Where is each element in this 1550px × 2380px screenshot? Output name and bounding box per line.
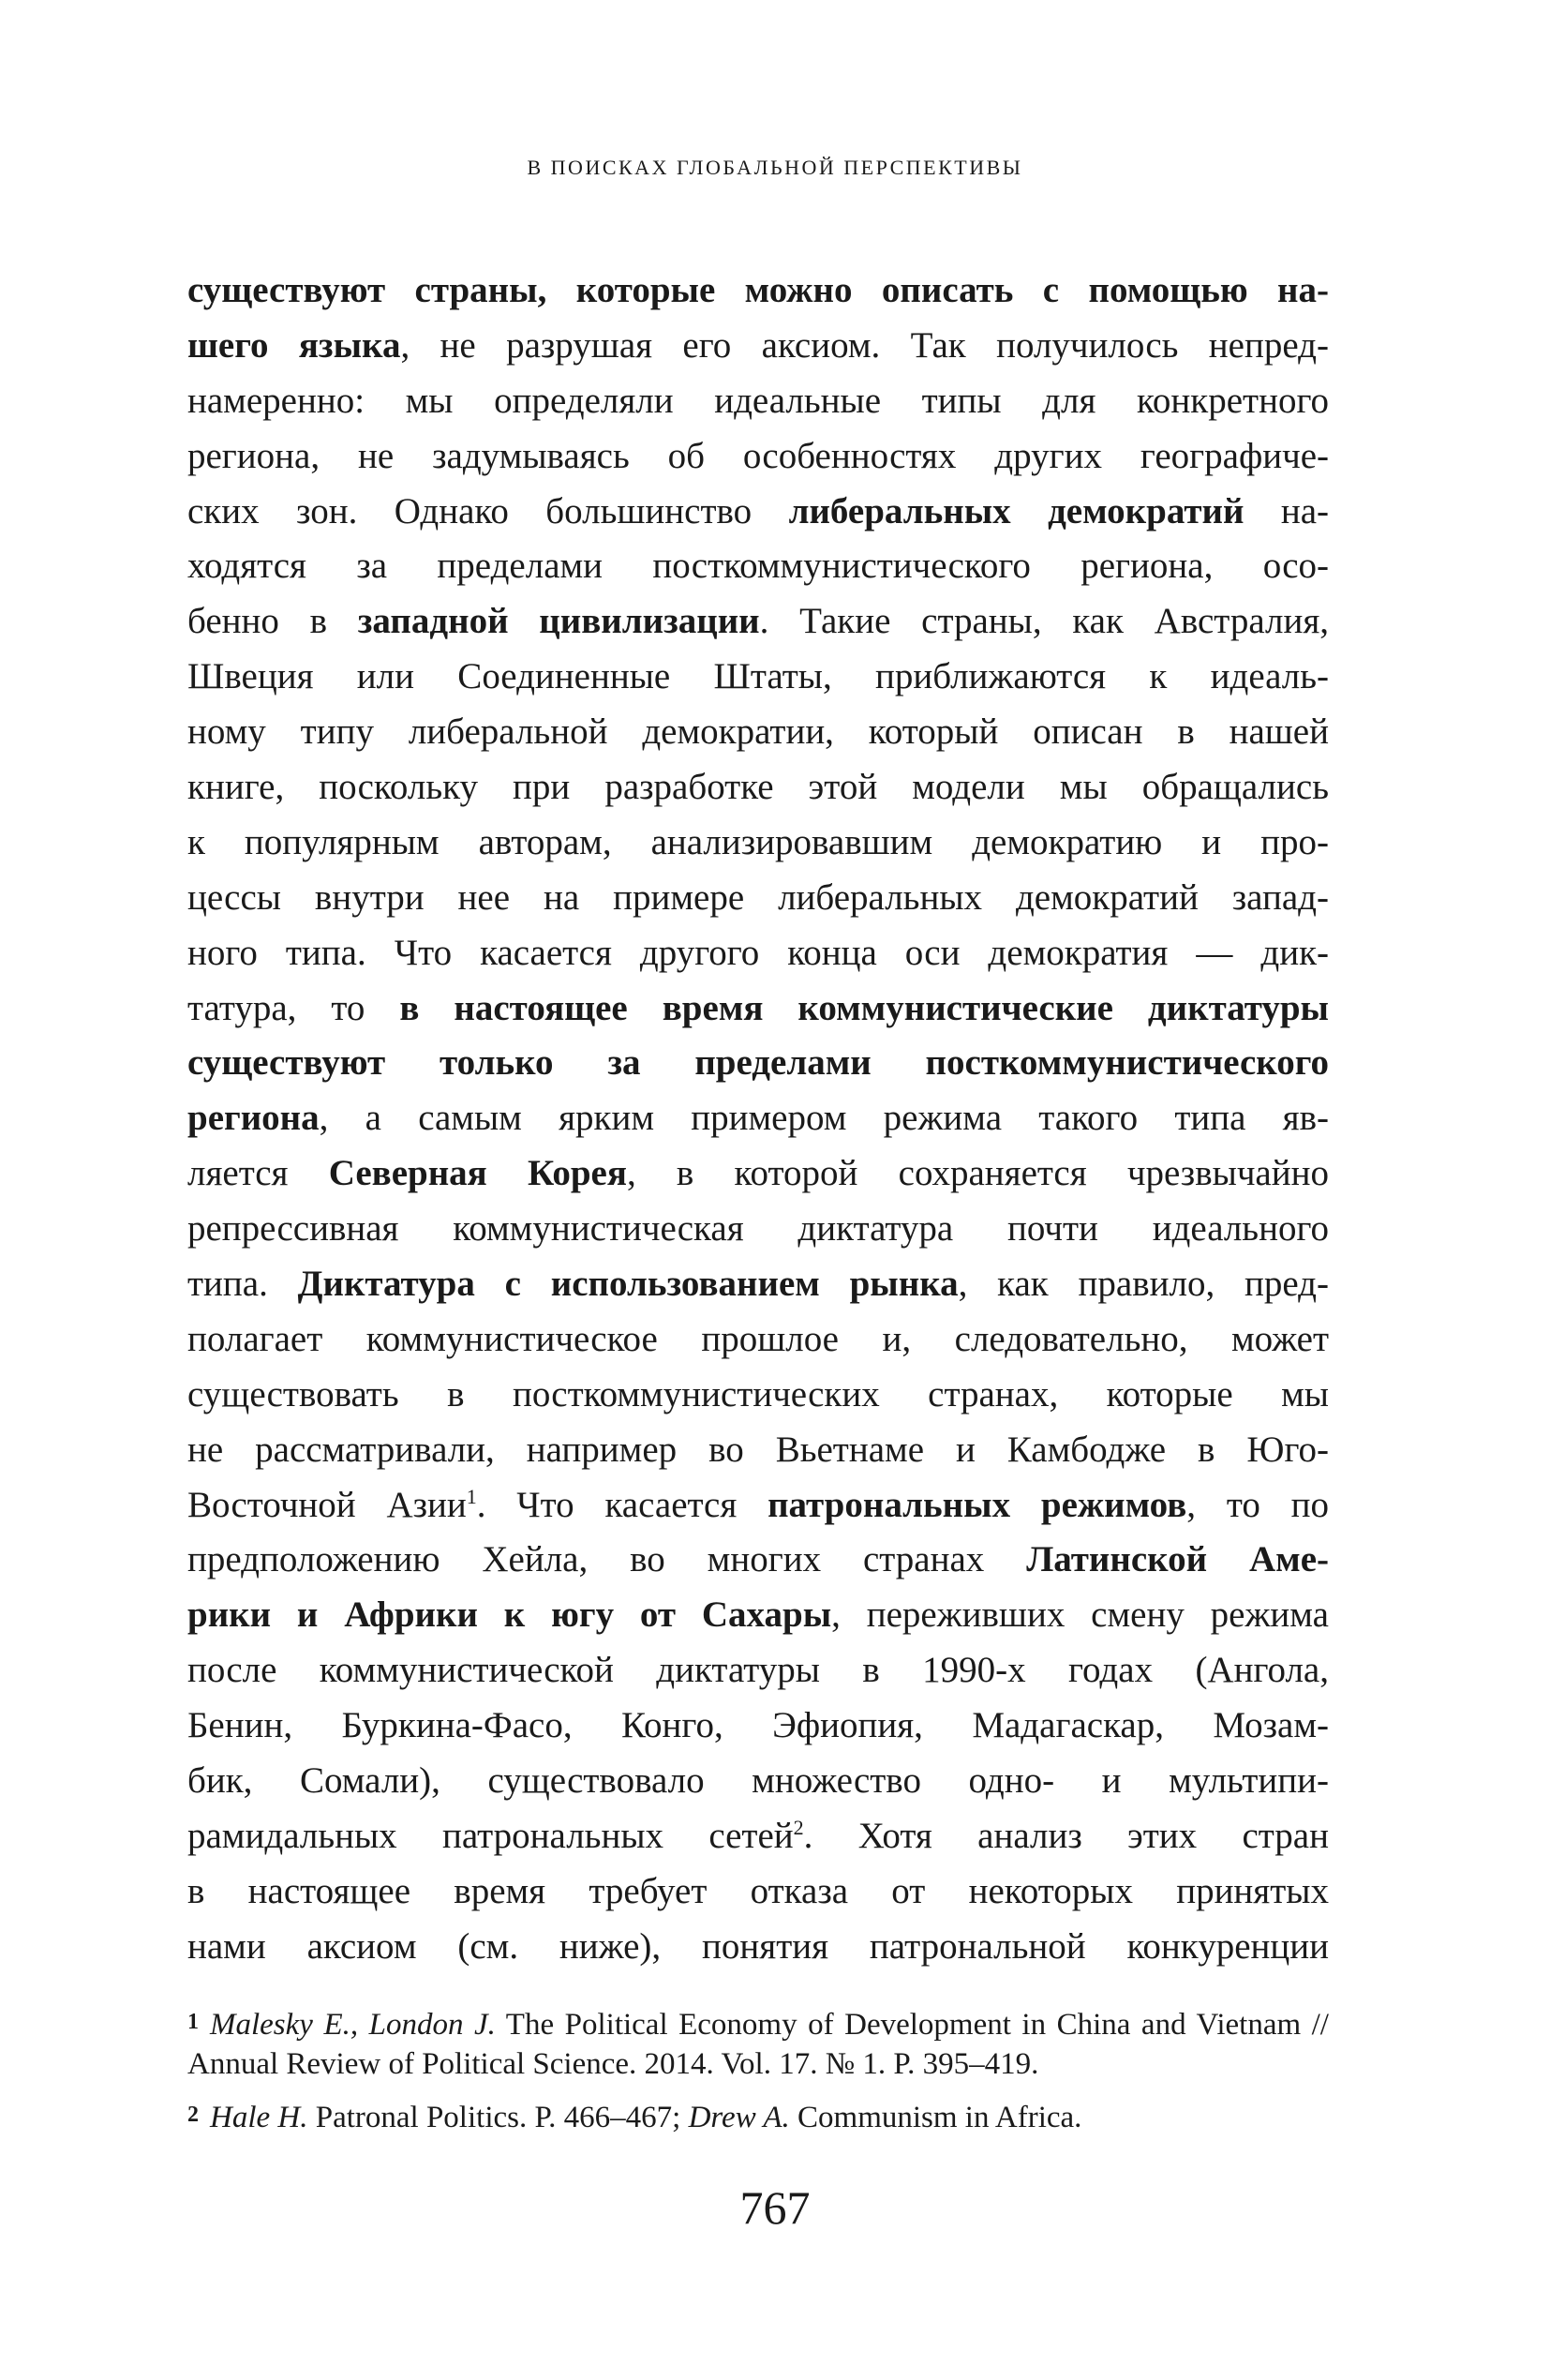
text-segment: Бенин, Буркина-Фасо, Конго, Эфиопия, Мадагаскар, Мозам-	[187, 1705, 1329, 1746]
text-line	[187, 1091, 1329, 1146]
citation-text: Communism in Africa.	[789, 2101, 1082, 2134]
footnote-number: 1	[187, 2010, 199, 2034]
text-segment: типа.	[187, 1264, 298, 1305]
bold-text: шего языка	[187, 324, 401, 366]
text-line	[187, 1368, 1329, 1423]
text-line	[187, 319, 1329, 374]
text-segment: ходятся за пределами посткоммунистического региона, осо-	[187, 546, 1329, 587]
text-segment: к популярным авторам, анализировавшим демократию и про-	[187, 821, 1329, 862]
author-name: Drew A.	[688, 2101, 790, 2134]
text-segment: ному типу либеральной демократии, который описан в нашей	[187, 711, 1329, 753]
text-segment: , то по	[1186, 1484, 1329, 1525]
footnote-ref[interactable]: 2	[793, 1815, 804, 1839]
text-segment: , в которой сохраняется чрезвычайно	[626, 1153, 1329, 1194]
bold-text: рики и Африки к югу от Сахары	[187, 1594, 832, 1636]
text-line	[187, 1643, 1329, 1699]
citation-text: The Political Economy of Development in China and Vietnam // Annual Review of Political Science. 2014. Vol. 17. № 1. P. 395–419.	[187, 2008, 1329, 2081]
text-segment: татура, то	[187, 987, 400, 1028]
text-line	[187, 1588, 1329, 1643]
text-line	[187, 594, 1329, 650]
bold-text: региона	[187, 1098, 320, 1139]
text-line	[187, 429, 1329, 485]
text-segment: в настоящее время требует отказа от некоторых принятых	[187, 1870, 1329, 1911]
text-line	[187, 650, 1329, 705]
text-line	[187, 1754, 1329, 1809]
text-line	[187, 263, 1329, 319]
text-segment: . Хотя анализ этих стран	[803, 1815, 1329, 1856]
text-line	[187, 485, 1329, 540]
author-name: Malesky E., London J.	[210, 2008, 496, 2042]
text-line	[187, 1423, 1329, 1478]
text-segment: бенно в	[187, 601, 358, 642]
text-segment: книге, поскольку при разработке этой модели мы обращались	[187, 767, 1329, 808]
citation-text: Patronal Politics. P. 466–467;	[307, 2101, 689, 2134]
text-line	[187, 1809, 1329, 1864]
bold-text: патрональных режимов	[768, 1484, 1187, 1525]
text-segment: ских зон. Однако большинство	[187, 490, 789, 531]
bold-text: либеральных демократий	[788, 490, 1244, 531]
bold-text: в настоящее время коммунистические диктатуры	[399, 987, 1329, 1028]
text-segment: репрессивная коммунистическая диктатура почти идеального	[187, 1208, 1329, 1250]
bold-text: Латинской Аме-	[1026, 1539, 1329, 1580]
text-line	[187, 705, 1329, 760]
text-segment: ляется	[187, 1153, 329, 1194]
footnote-number: 2	[187, 2103, 199, 2127]
text-line	[187, 1312, 1329, 1368]
text-segment: Восточной Азии	[187, 1484, 467, 1525]
text-line	[187, 1478, 1329, 1534]
text-segment: существовать в посткоммунистических странах, которые мы	[187, 1373, 1329, 1415]
bold-text: существуют только за пределами посткоммунистического	[187, 1042, 1329, 1084]
bold-text: Диктатура с использованием рынка	[297, 1264, 959, 1305]
text-segment: , а самым ярким примером режима такого типа яв-	[319, 1098, 1329, 1139]
text-segment: на-	[1244, 490, 1329, 531]
text-segment: после коммунистической диктатуры в 1990-х годах (Ангола,	[187, 1650, 1329, 1691]
text-segment: . Что касается	[476, 1484, 768, 1525]
text-segment: . Такие страны, как Австралия,	[759, 601, 1330, 642]
footnotes	[187, 2002, 1329, 2148]
text-line	[187, 981, 1329, 1037]
text-segment: , как правило, пред-	[958, 1264, 1329, 1305]
text-segment: намеренно: мы определяли идеальные типы для конкретного	[187, 380, 1329, 421]
text-segment: предположению Хейла, во многих странах	[187, 1539, 1027, 1580]
body-text	[187, 263, 1329, 1975]
text-line	[187, 1920, 1329, 1975]
text-segment: нами аксиом (см. ниже), понятия патрональной конкуренции	[187, 1925, 1329, 1967]
text-line	[187, 1202, 1329, 1257]
text-segment: полагает коммунистическое прошлое и, следовательно, может	[187, 1318, 1329, 1359]
bold-text: существуют страны, которые можно описать с помощью на-	[187, 270, 1329, 310]
footnote	[187, 2002, 1329, 2084]
text-line	[187, 1146, 1329, 1202]
text-line	[187, 1699, 1329, 1754]
text-segment: Швеция или Соединенные Штаты, приближаются к идеаль-	[187, 656, 1329, 697]
bold-text: Северная Корея	[328, 1153, 627, 1194]
text-line	[187, 1036, 1329, 1091]
text-segment: , переживших смену режима	[831, 1594, 1329, 1636]
text-segment: цессы внутри нее на примере либеральных демократий запад-	[187, 876, 1329, 918]
text-line	[187, 926, 1329, 981]
author-name: Hale H.	[210, 2101, 308, 2134]
footnote-ref[interactable]: 1	[466, 1484, 477, 1508]
text-segment: бик, Сомали), существовало множество одно- и мультипи-	[187, 1760, 1329, 1802]
text-line	[187, 871, 1329, 926]
text-line	[187, 1257, 1329, 1312]
text-line	[187, 760, 1329, 816]
text-segment: , не разрушая его аксиом. Так получилось непред-	[400, 324, 1329, 366]
text-segment: не рассматривали, например во Вьетнаме и Камбодже в Юго-	[187, 1429, 1329, 1470]
text-line	[187, 1864, 1329, 1920]
text-segment: ного типа. Что касается другого конца оси демократия — дик-	[187, 932, 1329, 973]
text-line	[187, 539, 1329, 594]
text-line	[187, 374, 1329, 429]
text-line	[187, 1533, 1329, 1588]
text-segment: региона, не задумываясь об особенностях других географиче-	[187, 435, 1329, 476]
running-head: В ПОИСКАХ ГЛОБАЛЬНОЙ ПЕРСПЕКТИВЫ	[527, 156, 1023, 179]
text-line	[187, 816, 1329, 871]
bold-text: западной цивилизации	[357, 601, 760, 642]
text-segment: рамидальных патрональных сетей	[187, 1815, 794, 1856]
footnote	[187, 2095, 1329, 2137]
page-number: 767	[739, 2181, 811, 2234]
